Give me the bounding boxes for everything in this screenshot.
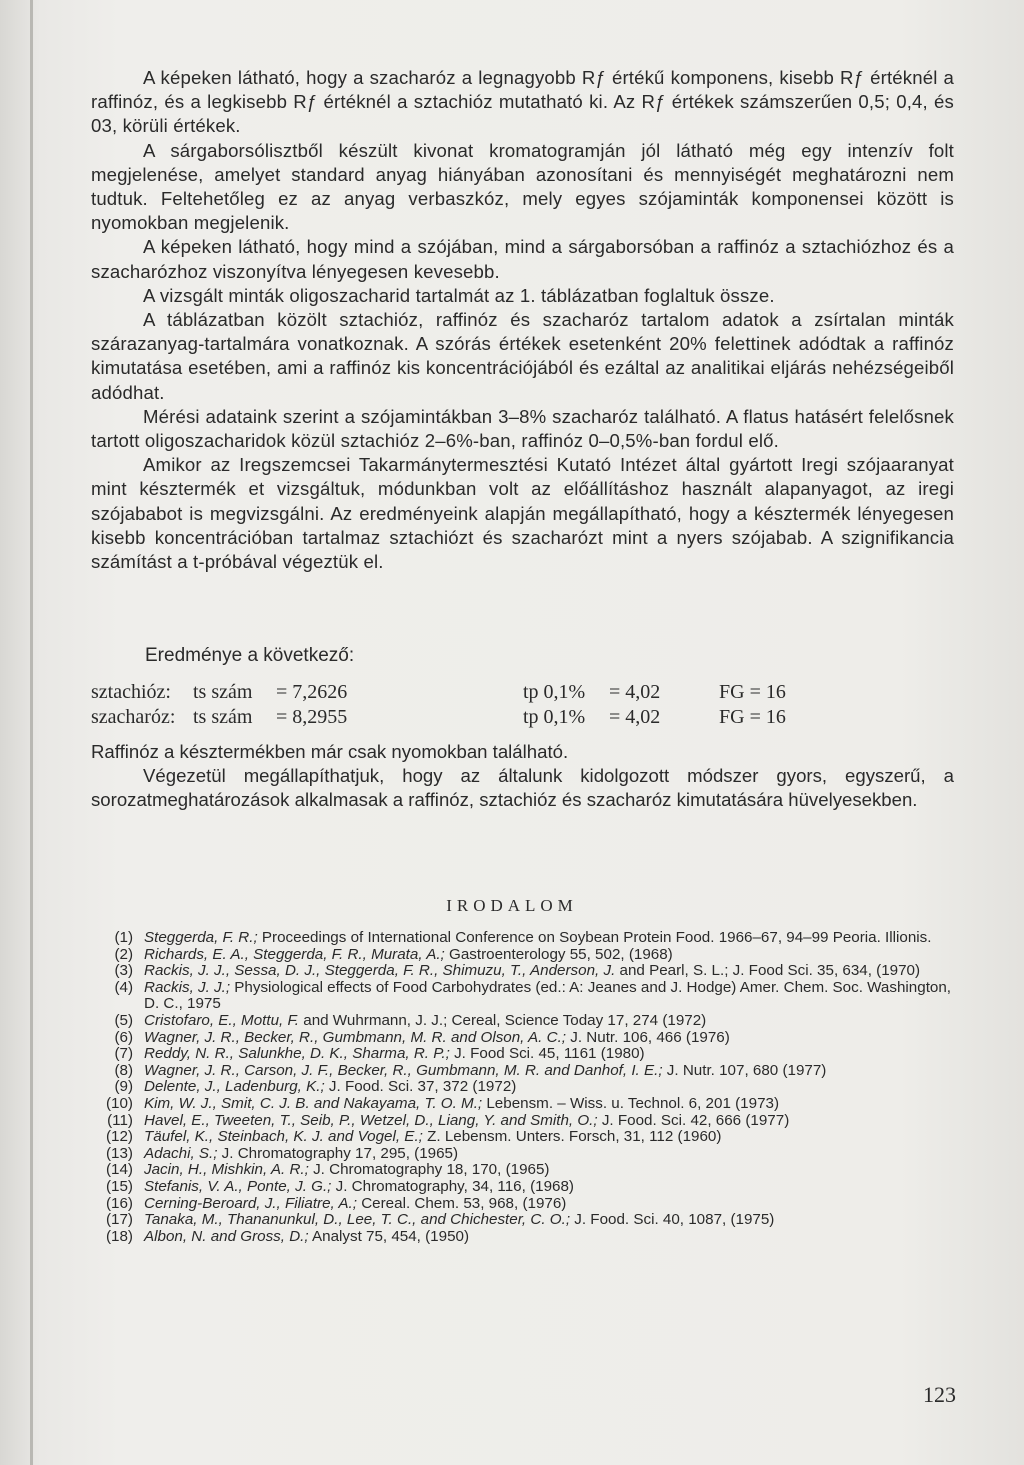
paragraph: A táblázatban közölt sztachióz, raffinóz és szacharóz tartalom adatok a zsírtalan minták szárazanyag-tartalmára vonatkoznak. A szórás értékek esetenként 20% felettinek adódtak a raffinóz kimutatása esetében, ami a raffinóz kis koncentrációjából és ezáltal az analitikai eljárás nehézségeiből adódhat. xyxy=(91,309,954,403)
result-ts xyxy=(193,680,252,705)
results-block xyxy=(91,680,954,730)
reference-source: Analyst 75, 454, (1950) xyxy=(308,1227,470,1245)
reference-source: J. Food. Sci. 40, 1087, (1975) xyxy=(570,1211,775,1229)
result-ts xyxy=(193,705,252,730)
result-tp-label: tp 0,1% xyxy=(523,706,586,728)
reference-number: (16) xyxy=(105,1194,133,1212)
reference-authors: Täufel, K., Steinbach, K. J. and Vogel, E.; xyxy=(144,1128,423,1146)
reference-source: and Pearl, S. L.; J. Food Sci. 35, 634, (1970) xyxy=(615,962,921,980)
reference-authors: Kim, W. J., Smit, C. J. B. and Nakayama, T. O. M.; xyxy=(144,1094,483,1112)
binding-edge xyxy=(30,0,33,1465)
reference-source: Proceedings of International Conference on Soybean Protein Food. 1966–67, 94–99 Peoria. Illionis. xyxy=(257,929,932,946)
reference-item xyxy=(91,1129,954,1146)
paragraph: Amikor az Iregszemcsei Takarmánytermesztési Kutató Intézet által gyártott Iregi szójaaranyat mint késztermék et vizsgáltuk, módunkban volt az előállításhoz használt alapanyagot, az iregi szójababot is megvizsgálni. Az eredményeink alapján megállapítható, hogy a késztermék lényegesen kisebb koncentrációban tartalmaz sztachiózt és szacharózt mint a nyers szójabab. A szignifikancia számítást a t-próbával végeztük el. xyxy=(91,454,954,573)
reference-number: (13) xyxy=(105,1144,133,1162)
paragraph: Raffinóz a késztermékben már csak nyomokban található. xyxy=(91,741,569,762)
reference-source: J. Chromatography 18, 170, (1965) xyxy=(308,1161,550,1179)
reference-number: (14) xyxy=(105,1161,133,1179)
reference-number: (7) xyxy=(114,1045,133,1063)
reference-source: J. Food Sci. 45, 1161 (1980) xyxy=(449,1045,645,1063)
reference-item xyxy=(91,1212,954,1229)
references-list xyxy=(91,930,954,1245)
references-title: IRODALOM xyxy=(446,896,578,915)
result-name: szacharóz: xyxy=(91,706,176,728)
paragraph: A képeken látható, hogy mind a szójában, mind a sárgaborsóban a raffinóz a sztachiózhoz és a szacharózhoz viszonyítva lényegesen kevesebb. xyxy=(91,236,954,282)
reference-item xyxy=(91,963,954,980)
reference-item xyxy=(91,1096,954,1113)
body-text xyxy=(91,66,954,574)
paragraph: A sárgaborsólisztből készült kivonat kromatogramján jól látható még egy intenzív folt megjelenése, amelyet standard anyag hiányában azonosítani és mennyiségét meghatározni nem tudtuk. Feltehetőleg ez az anyag verbaszkóz, mely egyes szójaminták komponensei között is nyomokban megjelenik. xyxy=(91,139,954,234)
reference-item xyxy=(91,1229,954,1246)
page-number: 123 xyxy=(923,1382,956,1407)
reference-authors: Cristofaro, E., Mottu, F. xyxy=(144,1011,300,1029)
reference-authors: Tanaka, M., Thananunkul, D., Lee, T. C., and Chichester, C. O.; xyxy=(144,1211,571,1229)
reference-number: (17) xyxy=(105,1211,133,1229)
result-ts-value: = 8,2955 xyxy=(276,706,348,728)
reference-authors: Adachi, S.; xyxy=(144,1144,218,1162)
reference-item xyxy=(91,1162,954,1179)
reference-source: Gastroenterology 55, 502, (1968) xyxy=(444,945,673,963)
reference-number: (8) xyxy=(114,1061,133,1079)
reference-source: Lebensm. – Wiss. u. Technol. 6, 201 (1973) xyxy=(482,1094,780,1112)
reference-authors: Stefanis, V. A., Ponte, J. G.; xyxy=(144,1177,332,1195)
reference-authors: Wagner, J. R., Carson, J. F., Becker, R., Gumbmann, M. R. and Danhof, I. E.; xyxy=(144,1061,663,1079)
reference-item xyxy=(91,1063,954,1080)
reference-source: Physiological effects of Food Carbohydrates (ed.: A: Jeanes and J. Hodge) Amer. Chem. Soc. Washington, D. C., 1975 xyxy=(144,978,952,1013)
result-tp-value: = 4,02 xyxy=(609,706,661,728)
reference-number: (11) xyxy=(107,1111,133,1129)
result-tp-label: tp 0,1% xyxy=(523,681,586,703)
reference-number: (6) xyxy=(114,1028,133,1046)
reference-source: J. Nutr. 106, 466 (1976) xyxy=(566,1028,730,1046)
result-name: sztachióz: xyxy=(91,681,171,703)
reference-authors: Rackis, J. J.; xyxy=(144,978,231,996)
reference-authors: Cerning-Beroard, J., Filiatre, A.; xyxy=(144,1194,357,1212)
reference-number: (3) xyxy=(114,962,133,980)
result-ts-label: ts szám xyxy=(193,681,253,703)
reference-item xyxy=(91,947,954,964)
reference-item xyxy=(91,1113,954,1130)
result-ts-label: ts szám xyxy=(193,706,253,728)
reference-source: Z. Lebensm. Unters. Forsch, 31, 112 (1960) xyxy=(422,1128,722,1146)
reference-item xyxy=(91,930,954,947)
reference-number: (12) xyxy=(105,1128,133,1146)
result-fg: FG = 16 xyxy=(719,681,786,703)
result-tp-value: = 4,02 xyxy=(609,681,661,703)
reference-number: (4) xyxy=(114,978,133,996)
reference-item xyxy=(91,1079,954,1096)
reference-number: (9) xyxy=(114,1078,133,1096)
result-lead: Eredménye a következő: xyxy=(145,645,355,666)
paragraph: Végezetül megállapíthatjuk, hogy az általunk kidolgozott módszer gyors, egyszerű, a sorozatmeghatározások alkalmasak a raffinóz, sztachióz és szacharóz kimutatására hüvelyesekben. xyxy=(91,765,954,811)
reference-source: J. Chromatography 17, 295, (1965) xyxy=(217,1144,459,1162)
result-fg: FG = 16 xyxy=(719,706,786,728)
reference-number: (10) xyxy=(105,1094,133,1112)
reference-item xyxy=(91,980,954,1013)
closing-text xyxy=(91,740,954,813)
reference-number: (5) xyxy=(114,1011,133,1029)
reference-number: (1) xyxy=(114,929,133,946)
reference-item xyxy=(91,1179,954,1196)
reference-authors: Havel, E., Tweeten, T., Seib, P., Wetzel, D., Liang, Y. and Smith, O.; xyxy=(144,1111,598,1129)
reference-source: J. Nutr. 107, 680 (1977) xyxy=(662,1061,827,1079)
reference-source: and Wuhrmann, J. J.; Cereal, Science Today 17, 274 (1972) xyxy=(299,1011,707,1029)
reference-item xyxy=(91,1046,954,1063)
reference-source: J. Chromatography, 34, 116, (1968) xyxy=(331,1177,574,1195)
result-row xyxy=(91,680,954,705)
reference-item xyxy=(91,1030,954,1047)
reference-authors: Wagner, J. R., Becker, R., Gumbmann, M. R. and Olson, A. C.; xyxy=(144,1028,567,1046)
reference-number: (18) xyxy=(105,1227,133,1245)
reference-number: (2) xyxy=(114,945,133,963)
paragraph: A vizsgált minták oligoszacharid tartalmát az 1. táblázatban foglaltuk össze. xyxy=(143,284,775,306)
paragraph: A képeken látható, hogy a szacharóz a legnagyobb Rƒ értékű komponens, kisebb Rƒ értéknél a raffinóz, és a legkisebb Rƒ értéknél a sztachióz mutatható ki. Az Rƒ értékek számszerűen 0,5; 0,4, és 03, körüli értékek. xyxy=(91,67,954,137)
reference-item xyxy=(91,1196,954,1213)
reference-authors: Jacin, H., Mishkin, A. R.; xyxy=(144,1161,309,1179)
reference-authors: Albon, N. and Gross, D.; xyxy=(144,1227,309,1245)
reference-source: J. Food. Sci. 37, 372 (1972) xyxy=(324,1078,517,1096)
reference-authors: Steggerda, F. R.; xyxy=(144,929,258,946)
reference-authors: Delente, J., Ladenburg, K.; xyxy=(144,1078,325,1096)
reference-source: J. Food. Sci. 42, 666 (1977) xyxy=(597,1111,790,1129)
paragraph: Mérési adataink szerint a szójamintákban 3–8% szacharóz található. A flatus hatásért felelősnek tartott oligoszacharidok közül sztachióz 2–6%-ban, raffinóz 0–0,5%-ban fordul elő. xyxy=(91,405,954,452)
reference-item xyxy=(91,1013,954,1030)
reference-source: Cereal. Chem. 53, 968, (1976) xyxy=(356,1194,567,1212)
result-ts-value: = 7,2626 xyxy=(276,681,348,703)
reference-authors: Richards, E. A., Steggerda, F. R., Murata, A.; xyxy=(144,945,445,963)
reference-authors: Reddy, N. R., Salunkhe, D. K., Sharma, R. P.; xyxy=(144,1045,450,1063)
result-row xyxy=(91,705,954,730)
reference-number: (15) xyxy=(105,1177,133,1195)
reference-authors: Rackis, J. J., Sessa, D. J., Steggerda, F. R., Shimuzu, T., Anderson, J. xyxy=(144,962,616,980)
reference-item xyxy=(91,1146,954,1163)
